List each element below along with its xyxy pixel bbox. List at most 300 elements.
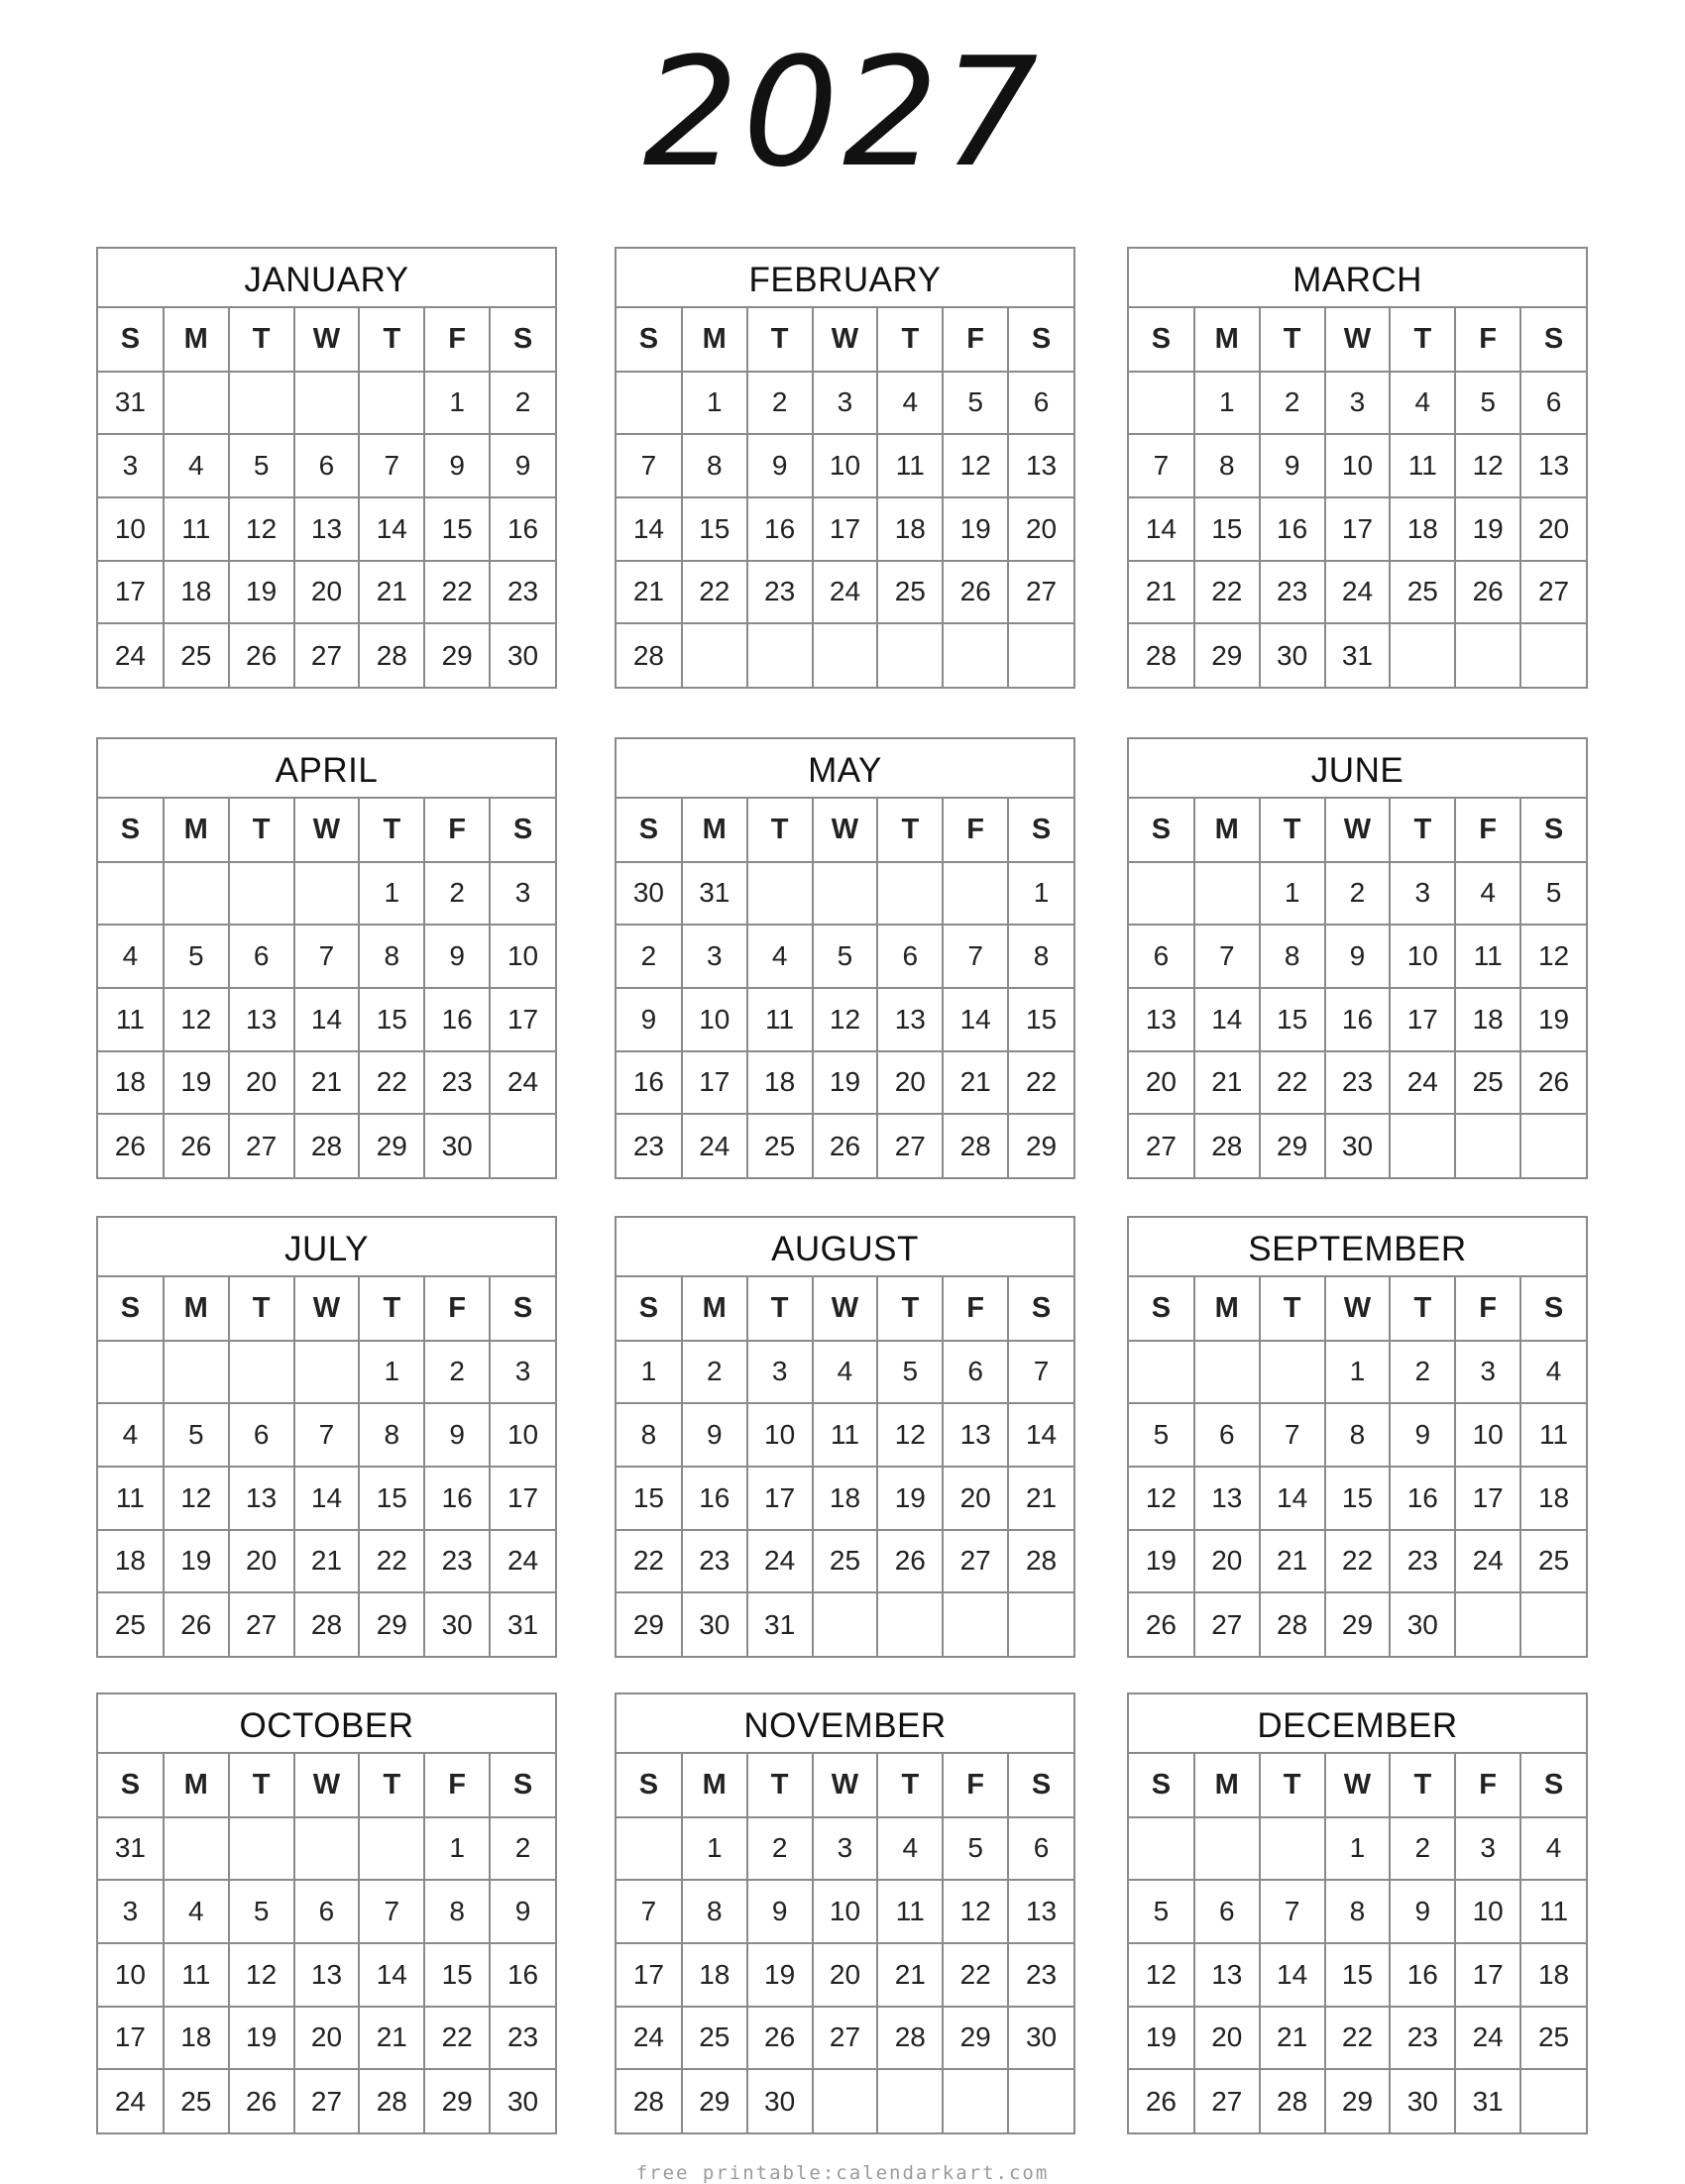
- day-cell: 26: [164, 1592, 229, 1656]
- day-cell: 3: [1390, 862, 1455, 926]
- day-cell: [1520, 2069, 1586, 2132]
- day-cell: [1260, 1341, 1325, 1404]
- weekday-header-row: [98, 308, 555, 372]
- day-cell: 2: [617, 925, 682, 988]
- day-cell: [1455, 1114, 1520, 1177]
- week-row: [1129, 2007, 1586, 2070]
- day-cell: [747, 623, 813, 687]
- week-row: [98, 1051, 555, 1115]
- weekday-label: S: [1520, 308, 1586, 372]
- day-cell: 21: [294, 1530, 360, 1593]
- weekday-label: M: [164, 799, 229, 862]
- day-cell: 12: [943, 434, 1008, 497]
- month-name: OCTOBER: [98, 1694, 555, 1754]
- day-cell: [1129, 1341, 1194, 1404]
- day-cell: 16: [617, 1051, 682, 1115]
- day-cell: 21: [943, 1051, 1008, 1115]
- day-cell: 6: [1194, 1880, 1260, 1943]
- day-cell: 24: [1455, 1530, 1520, 1593]
- weekday-label: S: [1008, 1754, 1073, 1817]
- weekday-label: T: [229, 308, 294, 372]
- weekday-label: S: [490, 799, 555, 862]
- weekday-label: W: [813, 1754, 878, 1817]
- weekday-label: S: [1520, 1754, 1586, 1817]
- day-cell: 29: [424, 2069, 490, 2132]
- weekday-label: T: [359, 1754, 424, 1817]
- week-row: [617, 988, 1073, 1051]
- day-cell: 25: [813, 1530, 878, 1593]
- day-cell: 11: [1520, 1880, 1586, 1943]
- day-cell: 27: [1194, 1592, 1260, 1656]
- day-cell: [294, 372, 360, 435]
- day-cell: 22: [617, 1530, 682, 1593]
- week-row: [617, 925, 1073, 988]
- day-cell: 12: [943, 1880, 1008, 1943]
- month-july: [96, 1216, 557, 1658]
- day-cell: 13: [294, 1943, 360, 2007]
- day-cell: 16: [1390, 1943, 1455, 2007]
- day-cell: 29: [1260, 1114, 1325, 1177]
- day-cell: 9: [747, 1880, 813, 1943]
- day-cell: 29: [943, 2007, 1008, 2070]
- day-cell: 21: [1129, 561, 1194, 624]
- day-cell: 7: [1008, 1341, 1073, 1404]
- day-cell: 2: [747, 1817, 813, 1881]
- day-cell: 14: [1260, 1467, 1325, 1530]
- day-cell: 11: [98, 1467, 164, 1530]
- day-cell: 22: [424, 2007, 490, 2070]
- day-cell: [1520, 1592, 1586, 1656]
- weekday-label: S: [617, 308, 682, 372]
- weekday-header-row: [1129, 799, 1586, 862]
- day-cell: 26: [98, 1114, 164, 1177]
- day-cell: 28: [877, 2007, 943, 2070]
- day-cell: 7: [617, 1880, 682, 1943]
- day-cell: 4: [1520, 1817, 1586, 1881]
- day-cell: 14: [359, 497, 424, 561]
- day-cell: 5: [943, 372, 1008, 435]
- day-cell: 4: [813, 1341, 878, 1404]
- day-cell: 22: [682, 561, 747, 624]
- day-cell: 8: [682, 434, 747, 497]
- day-cell: 15: [682, 497, 747, 561]
- day-cell: 10: [1325, 434, 1391, 497]
- week-row: [98, 561, 555, 624]
- weekday-label: T: [747, 799, 813, 862]
- day-cell: 9: [424, 925, 490, 988]
- weekday-header-row: [617, 1277, 1073, 1341]
- day-cell: 22: [359, 1051, 424, 1115]
- weekday-label: S: [490, 1754, 555, 1817]
- day-cell: 22: [1325, 2007, 1391, 2070]
- day-cell: [813, 862, 878, 926]
- day-cell: [1260, 1817, 1325, 1881]
- day-cell: [98, 862, 164, 926]
- month-january: [96, 247, 557, 689]
- day-cell: 1: [617, 1341, 682, 1404]
- weekday-label: F: [424, 1754, 490, 1817]
- day-cell: 31: [506, 1608, 539, 1640]
- weekday-label: F: [424, 1277, 490, 1341]
- day-cell: [747, 862, 813, 926]
- day-cell: 16: [490, 1943, 555, 2007]
- day-cell: 7: [359, 434, 424, 497]
- day-cell: 6: [229, 1403, 294, 1467]
- week-row: [617, 2069, 1073, 2132]
- weekday-label: W: [813, 799, 878, 862]
- day-cell: 15: [1260, 988, 1325, 1051]
- day-cell: [813, 623, 878, 687]
- month-april: [96, 737, 557, 1179]
- day-cell: 23: [1008, 1943, 1073, 2007]
- day-cell: 8: [1325, 1880, 1391, 1943]
- day-cell: 27: [943, 1530, 1008, 1593]
- day-cell: 18: [813, 1467, 878, 1530]
- day-cell: 13: [1129, 988, 1194, 1051]
- week-row: [617, 1943, 1073, 2007]
- day-cell: 2: [747, 372, 813, 435]
- day-cell: 28: [1008, 1530, 1073, 1593]
- day-cell: 1: [1194, 372, 1260, 435]
- weekday-label: T: [877, 1754, 943, 1817]
- day-cell: 30: [1390, 1592, 1455, 1656]
- day-cell: 3: [98, 434, 164, 497]
- week-row: [98, 497, 555, 561]
- day-cell: 28: [1260, 1592, 1325, 1656]
- month-june: [1127, 737, 1588, 1179]
- weekday-label: M: [1194, 1277, 1260, 1341]
- day-cell: 24: [813, 561, 878, 624]
- day-cell: 6: [1520, 372, 1586, 435]
- week-row: [1129, 1817, 1586, 1881]
- day-cell: 30: [747, 2069, 813, 2132]
- day-cell: 4: [877, 1817, 943, 1881]
- day-cell: 22: [1325, 1530, 1391, 1593]
- weekday-label: M: [1194, 799, 1260, 862]
- day-cell: 20: [294, 2007, 360, 2070]
- day-cell: 25: [164, 2069, 229, 2132]
- day-cell: 21: [359, 2007, 424, 2070]
- weekday-label: S: [617, 1277, 682, 1341]
- day-cell: 25: [682, 2007, 747, 2070]
- day-cell: [1390, 623, 1455, 687]
- day-cell: 15: [1194, 497, 1260, 561]
- day-cell: [229, 1341, 294, 1404]
- day-cell: 3: [490, 1341, 555, 1404]
- day-cell: 20: [294, 561, 360, 624]
- week-row: [1129, 862, 1586, 926]
- day-cell: 25: [98, 1592, 164, 1656]
- day-cell: 11: [1390, 434, 1455, 497]
- day-cell: 6: [294, 434, 360, 497]
- day-cell: 1: [1325, 1817, 1391, 1881]
- day-cell: 1: [424, 372, 490, 435]
- week-row: [1129, 1403, 1586, 1467]
- day-cell: 29: [1025, 1130, 1058, 1161]
- day-cell: 10: [1455, 1403, 1520, 1467]
- day-cell: 1: [682, 372, 747, 435]
- day-cell: 8: [1325, 1403, 1391, 1467]
- day-cell: 12: [1129, 1467, 1194, 1530]
- weekday-label: M: [164, 308, 229, 372]
- weekday-label: T: [747, 1277, 813, 1341]
- weekday-label: W: [1325, 1754, 1391, 1817]
- week-row: [98, 623, 555, 687]
- day-cell: 23: [1390, 2007, 1455, 2070]
- weekday-header-row: [617, 1754, 1073, 1817]
- week-row: [1129, 2069, 1586, 2132]
- weekday-label: T: [747, 308, 813, 372]
- day-cell: 3: [813, 372, 878, 435]
- weekday-label: S: [98, 308, 164, 372]
- day-cell: 22: [359, 1530, 424, 1593]
- weekday-label: T: [1260, 1754, 1325, 1817]
- day-cell: 16: [424, 1467, 490, 1530]
- weekday-label: S: [490, 1277, 555, 1341]
- footer-credit: free printable:calendarkart.com: [635, 2162, 1050, 2184]
- day-cell: 23: [424, 1051, 490, 1115]
- day-cell: 31: [682, 862, 747, 926]
- weekday-label: M: [164, 1277, 229, 1341]
- day-cell: 6: [229, 925, 294, 988]
- weekday-label: S: [617, 799, 682, 862]
- day-cell: 18: [682, 1943, 747, 2007]
- week-row: [617, 623, 1073, 687]
- day-cell: 27: [229, 1592, 294, 1656]
- day-cell: 25: [1455, 1051, 1520, 1115]
- day-cell: 13: [294, 497, 360, 561]
- day-cell: 27: [1129, 1114, 1194, 1177]
- day-cell: 4: [164, 434, 229, 497]
- day-cell: 8: [424, 1880, 490, 1943]
- weekday-label: T: [877, 799, 943, 862]
- day-cell: 27: [1520, 561, 1586, 624]
- day-cell: 22: [943, 1943, 1008, 2007]
- month-name: JANUARY: [98, 249, 555, 308]
- weekday-label: S: [1008, 1277, 1073, 1341]
- day-cell: 10: [98, 497, 164, 561]
- day-cell: 11: [98, 988, 164, 1051]
- day-cell: 2: [1325, 862, 1391, 926]
- day-cell: 17: [747, 1467, 813, 1530]
- day-cell: 5: [1520, 862, 1586, 926]
- day-cell: 1: [359, 862, 424, 926]
- day-cell: 18: [1455, 988, 1520, 1051]
- day-cell: 27: [294, 623, 360, 687]
- day-cell: 28: [617, 2069, 682, 2132]
- day-cell: 5: [164, 925, 229, 988]
- day-cell: 10: [747, 1403, 813, 1467]
- weekday-label: W: [813, 308, 878, 372]
- day-cell: 1: [1260, 862, 1325, 926]
- day-cell: 28: [617, 623, 682, 687]
- week-row: [98, 925, 555, 988]
- weekday-label: W: [1325, 799, 1391, 862]
- day-cell: 25: [1390, 561, 1455, 624]
- week-row: [617, 434, 1073, 497]
- day-cell: 4: [1520, 1341, 1586, 1404]
- weekday-label: S: [490, 308, 555, 372]
- day-cell: 24: [1390, 1051, 1455, 1115]
- week-row: [1129, 1114, 1586, 1177]
- day-cell: [164, 1341, 229, 1404]
- week-row: [1129, 561, 1586, 624]
- day-cell: 31: [98, 1817, 164, 1881]
- day-cell: 14: [1194, 988, 1260, 1051]
- week-row: [98, 2069, 555, 2132]
- day-cell: 1: [682, 1817, 747, 1881]
- week-row: [1129, 1530, 1586, 1593]
- day-cell: 25: [164, 623, 229, 687]
- day-cell: 24: [617, 2007, 682, 2070]
- month-may: [615, 737, 1075, 1179]
- week-row: [1129, 497, 1586, 561]
- day-cell: 7: [943, 925, 1008, 988]
- week-row: [1129, 372, 1586, 435]
- day-cell: 19: [1520, 988, 1586, 1051]
- weekday-label: S: [1129, 308, 1194, 372]
- day-cell: 2: [1390, 1817, 1455, 1881]
- day-cell: 8: [359, 1403, 424, 1467]
- day-cell: 13: [877, 988, 943, 1051]
- day-cell: 13: [229, 1467, 294, 1530]
- weekday-label: M: [1194, 308, 1260, 372]
- week-row: [617, 561, 1073, 624]
- day-cell: 29: [1194, 623, 1260, 687]
- weekday-label: T: [359, 1277, 424, 1341]
- day-cell: 2: [1390, 1341, 1455, 1404]
- weekday-label: T: [229, 799, 294, 862]
- weekday-label: S: [1520, 1277, 1586, 1341]
- day-cell: [229, 862, 294, 926]
- day-cell: 9: [424, 1403, 490, 1467]
- day-cell: 19: [1455, 497, 1520, 561]
- weekday-label: S: [1129, 799, 1194, 862]
- day-cell: 9: [424, 434, 490, 497]
- day-cell: 3: [98, 1880, 164, 1943]
- day-cell: 13: [943, 1403, 1008, 1467]
- day-cell: 17: [490, 1467, 555, 1530]
- day-cell: 17: [813, 497, 878, 561]
- day-cell: 23: [617, 1114, 682, 1177]
- day-cell: 1: [1325, 1341, 1391, 1404]
- day-cell: 20: [1520, 497, 1586, 561]
- day-cell: [1520, 1114, 1586, 1177]
- weekday-label: F: [424, 308, 490, 372]
- day-cell: [1520, 623, 1586, 687]
- day-cell: 26: [229, 2069, 294, 2132]
- day-cell: 4: [98, 1403, 164, 1467]
- day-cell: 28: [943, 1114, 1008, 1177]
- day-cell: 3: [747, 1341, 813, 1404]
- day-cell: 20: [943, 1467, 1008, 1530]
- weekday-label: F: [424, 799, 490, 862]
- day-cell: 28: [1194, 1114, 1260, 1177]
- day-cell: 3: [490, 862, 555, 926]
- weekday-header-row: [617, 799, 1073, 862]
- day-cell: 5: [164, 1403, 229, 1467]
- day-cell: 24: [490, 1051, 555, 1115]
- weekday-label: M: [682, 308, 747, 372]
- month-name: APRIL: [98, 739, 555, 799]
- day-cell: 21: [1008, 1467, 1073, 1530]
- day-cell: 23: [1260, 561, 1325, 624]
- weekday-label: F: [943, 308, 1008, 372]
- day-cell: 6: [1008, 372, 1073, 435]
- day-cell: 23: [490, 2007, 555, 2070]
- weekday-label: T: [877, 308, 943, 372]
- day-cell: [294, 1341, 360, 1404]
- week-row: [1129, 434, 1586, 497]
- day-cell: 21: [359, 561, 424, 624]
- weekday-label: M: [682, 799, 747, 862]
- day-cell: 11: [813, 1403, 878, 1467]
- week-row: [98, 1880, 555, 1943]
- day-cell: 30: [617, 862, 682, 926]
- weekday-label: F: [1455, 799, 1520, 862]
- day-cell: 31: [1325, 623, 1391, 687]
- day-cell: 17: [1325, 497, 1391, 561]
- day-cell: 6: [877, 925, 943, 988]
- weekday-label: T: [1390, 799, 1455, 862]
- day-cell: 22: [1260, 1051, 1325, 1115]
- day-cell: [294, 862, 360, 926]
- day-cell: 23: [1390, 1530, 1455, 1593]
- weekday-label: W: [294, 1277, 360, 1341]
- day-cell: 10: [682, 988, 747, 1051]
- day-cell: 30: [424, 1592, 490, 1656]
- day-cell: 9: [682, 1403, 747, 1467]
- month-name: JUNE: [1129, 739, 1586, 799]
- month-name: MARCH: [1129, 249, 1586, 308]
- day-cell: 25: [747, 1114, 813, 1177]
- day-cell: [877, 862, 943, 926]
- day-cell: 26: [1129, 2069, 1194, 2132]
- year-title: 2027: [642, 25, 1043, 200]
- day-cell: 12: [1520, 925, 1586, 988]
- day-cell: 8: [617, 1403, 682, 1467]
- day-cell: 30: [1260, 623, 1325, 687]
- day-cell: 7: [1260, 1403, 1325, 1467]
- day-cell: 3: [1325, 372, 1391, 435]
- day-cell: 10: [1390, 925, 1455, 988]
- week-row: [617, 862, 1073, 926]
- day-cell: 19: [747, 1943, 813, 2007]
- day-cell: 12: [164, 988, 229, 1051]
- day-cell: 2: [1260, 372, 1325, 435]
- day-cell: 17: [98, 2007, 164, 2070]
- day-cell: 11: [164, 1943, 229, 2007]
- day-cell: 17: [682, 1051, 747, 1115]
- weekday-label: S: [1129, 1754, 1194, 1817]
- weekday-label: T: [1260, 1277, 1325, 1341]
- day-cell: [813, 1592, 878, 1656]
- day-cell: 8: [682, 1880, 747, 1943]
- day-cell: 2: [490, 1817, 555, 1881]
- week-row: [98, 434, 555, 497]
- day-cell: 27: [813, 2007, 878, 2070]
- weekday-label: S: [1008, 799, 1073, 862]
- day-cell: 23: [747, 561, 813, 624]
- day-cell: 23: [424, 1530, 490, 1593]
- day-cell: 26: [164, 1114, 229, 1177]
- month-name: AUGUST: [617, 1218, 1073, 1277]
- weekday-label: M: [682, 1754, 747, 1817]
- day-cell: 25: [1520, 1530, 1586, 1593]
- day-cell: 30: [506, 639, 539, 671]
- day-cell: 30: [682, 1592, 747, 1656]
- day-cell: 29: [424, 623, 490, 687]
